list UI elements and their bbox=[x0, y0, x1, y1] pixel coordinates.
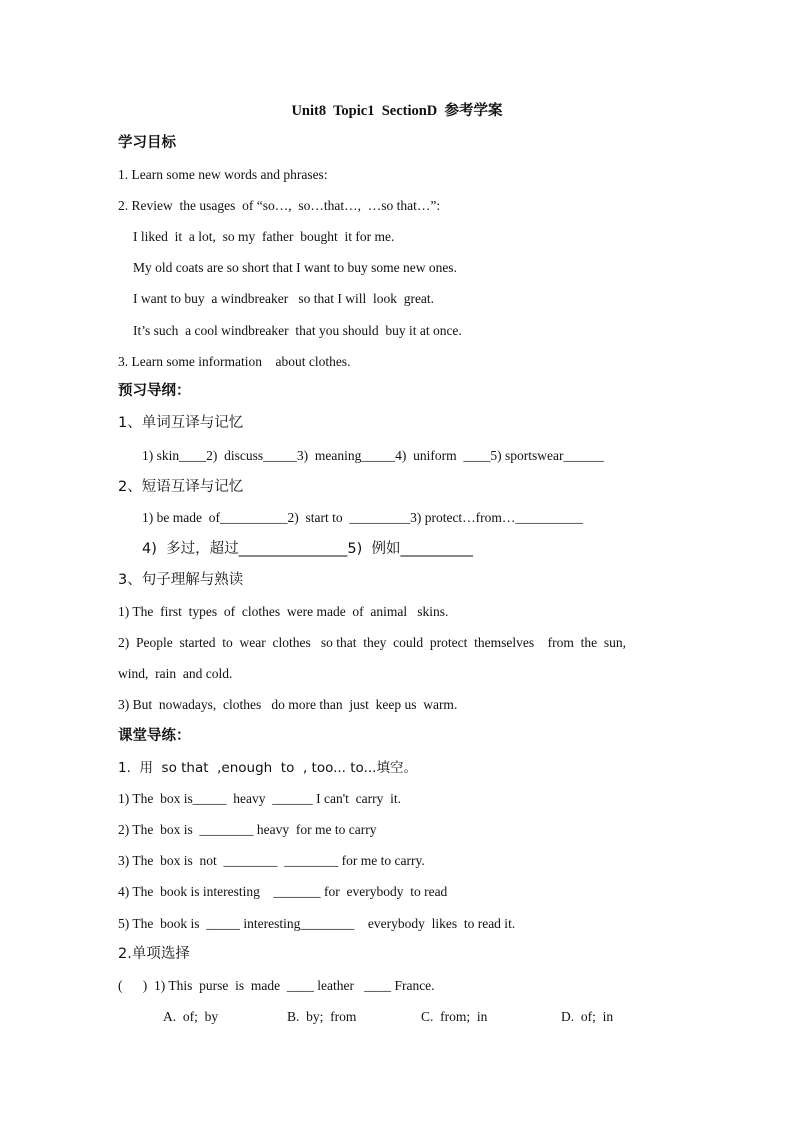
example-sentence-3: I want to buy a windbreaker so that I will look great. bbox=[133, 291, 435, 306]
classwork-heading: 课堂导练： bbox=[118, 728, 191, 744]
phrase-exercise-2: 4) 多过，超过_______________5) 例如__________ bbox=[142, 541, 473, 557]
option-b: B. by; from bbox=[287, 1009, 357, 1024]
fill-item-3: 3) The box is not ________ ________ for me to carry. bbox=[118, 853, 425, 868]
vocab-exercise: 1) skin____2) discuss_____3) meaning_____4) uniform ____5) sportswear______ bbox=[142, 448, 604, 463]
objective-3: 3. Learn some information about clothes. bbox=[118, 354, 351, 369]
page-title: Unit8 Topic1 SectionD 参考学案 bbox=[291, 103, 503, 119]
example-sentence-1: I liked it a lot, so my father bought it for me. bbox=[133, 229, 395, 244]
vocab-section-title: 1、单词互译与记忆 bbox=[118, 415, 244, 431]
multiple-choice-question: ( ) 1) This purse is made ____ leather ____ France. bbox=[118, 978, 435, 993]
fill-item-5: 5) The book is _____ interesting________ everybody likes to read it. bbox=[118, 916, 516, 931]
objectives-heading: 学习目标 bbox=[118, 135, 176, 151]
phrase-exercise-1: 1) be made of__________2) start to _________3) protect…from…__________ bbox=[142, 510, 583, 525]
reading-sentence-1: 1) The first types of clothes were made of animal skins. bbox=[118, 604, 449, 619]
sentence-section-title: 3、句子理解与熟读 bbox=[118, 572, 244, 588]
preview-heading: 预习导纲： bbox=[118, 383, 191, 399]
fill-item-2: 2) The box is ________ heavy for me to carry bbox=[118, 822, 377, 837]
multiple-choice-title: 2.单项选择 bbox=[118, 946, 190, 962]
option-d: D. of; in bbox=[561, 1009, 614, 1024]
objective-1: 1. Learn some new words and phrases: bbox=[118, 167, 328, 182]
objective-2: 2. Review the usages of “so…, so…that…, …so that…”: bbox=[118, 198, 441, 213]
reading-sentence-2: 2) People started to wear clothes so that they could protect themselves from the sun, bbox=[118, 635, 627, 650]
example-sentence-4: It’s such a cool windbreaker that you should buy it at once. bbox=[133, 323, 462, 338]
reading-sentence-3: 3) But nowadays, clothes do more than just keep us warm. bbox=[118, 697, 458, 712]
option-c: C. from; in bbox=[421, 1009, 488, 1024]
fill-item-4: 4) The book is interesting _______ for everybody to read bbox=[118, 884, 448, 899]
phrase-section-title: 2、短语互译与记忆 bbox=[118, 479, 244, 495]
fill-in-instructions: 1. 用 so that ,enough to , too... to...填空。 bbox=[118, 760, 417, 776]
example-sentence-2: My old coats are so short that I want to buy some new ones. bbox=[133, 260, 457, 275]
option-a: A. of; by bbox=[163, 1009, 219, 1024]
fill-item-1: 1) The box is_____ heavy ______ I can't carry it. bbox=[118, 791, 401, 806]
reading-sentence-2-cont: wind, rain and cold. bbox=[118, 666, 233, 681]
